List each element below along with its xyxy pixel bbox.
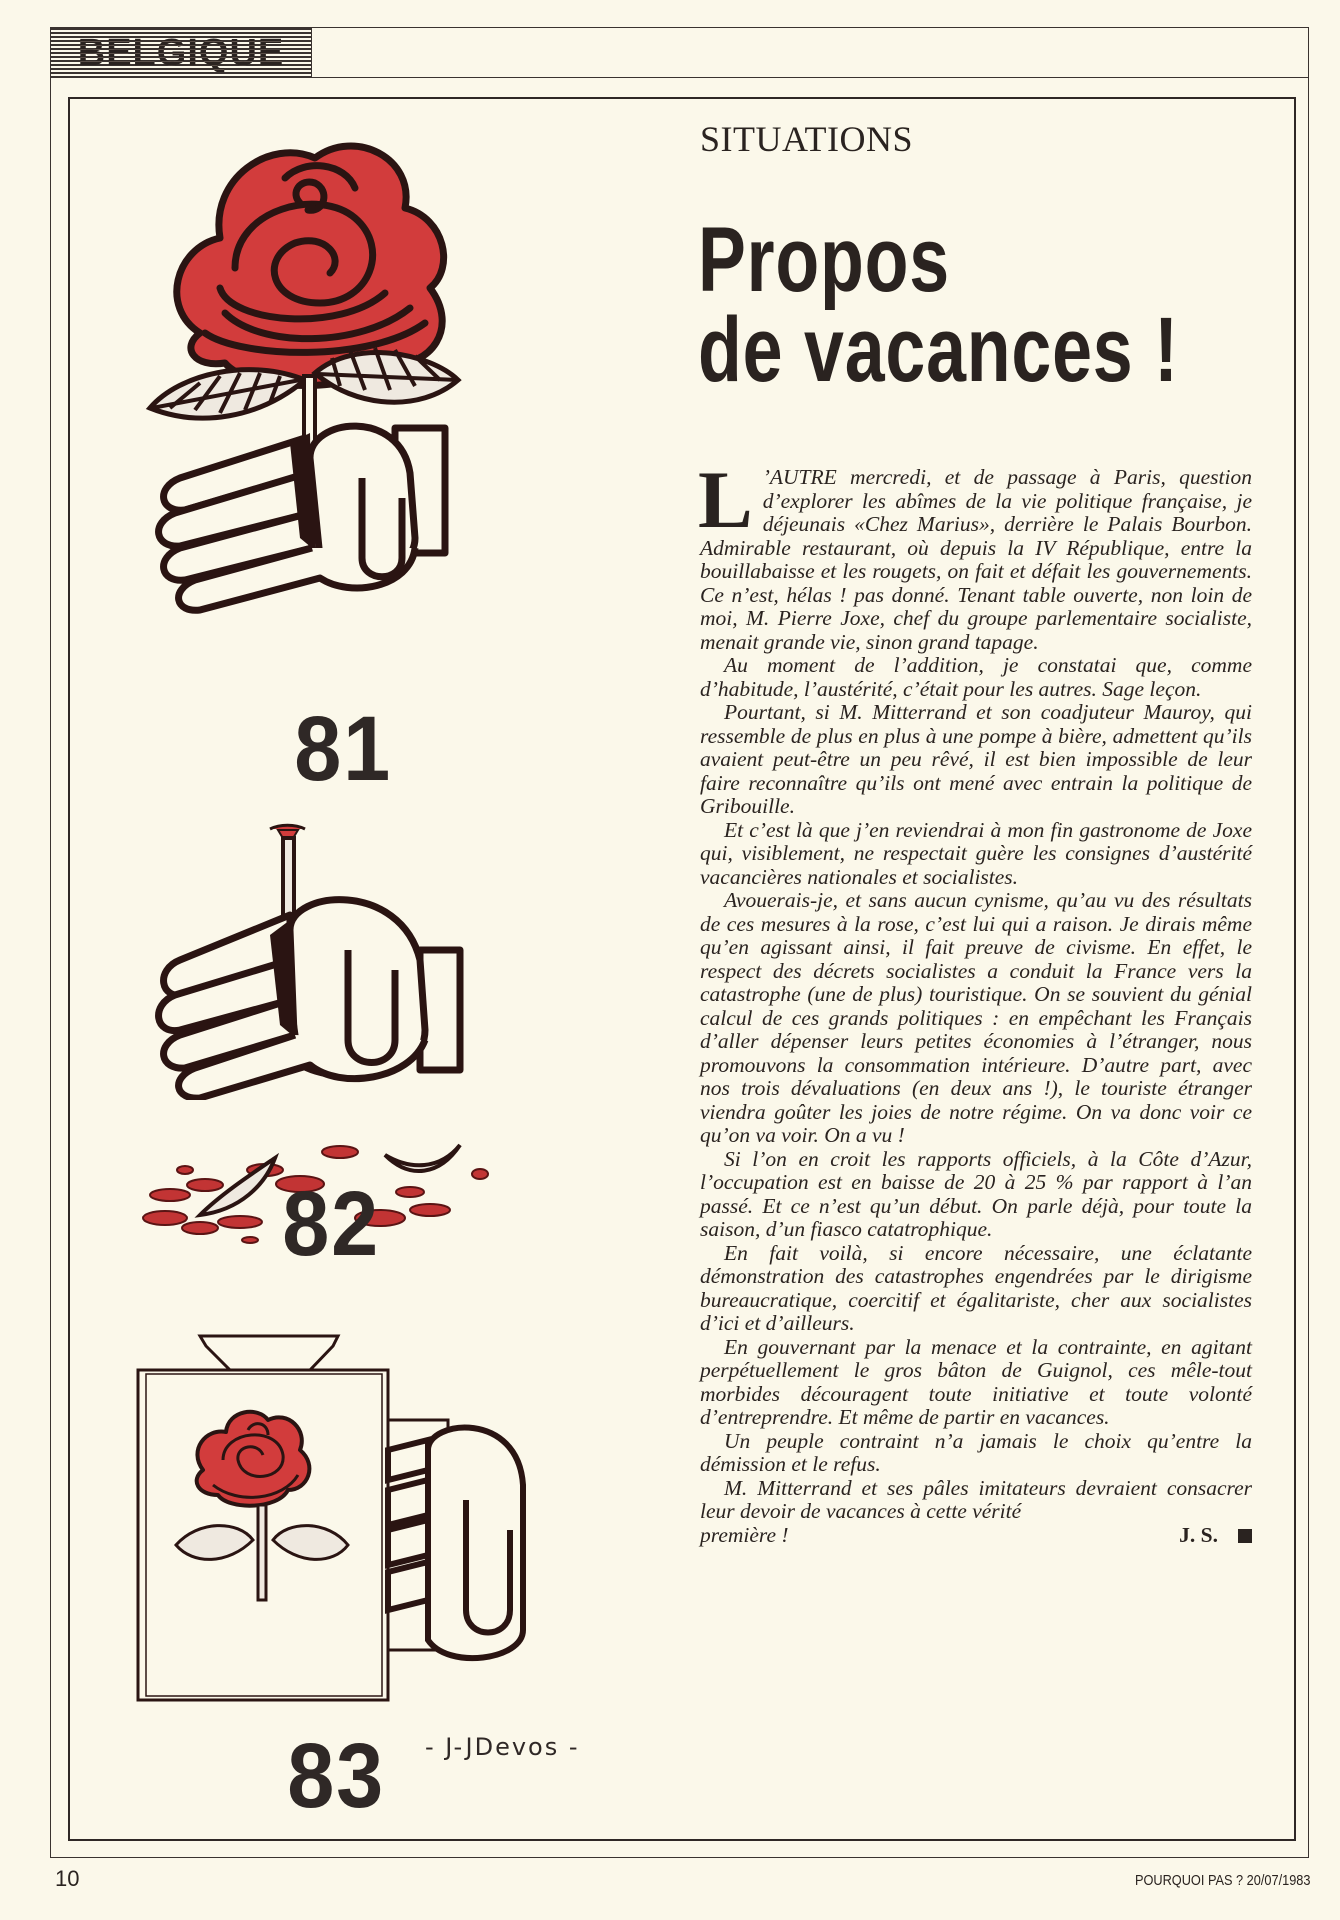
paragraph-4: Et c’est là que j’en reviendrai à mon fin gastronome de Joxe qui, visiblement, ne respectait guère les consignes d’austérité vacancières nationales et socialistes.	[700, 817, 1252, 889]
paragraph-9: Un peuple contraint n’a jamais le choix qu’entre la démission et le refus.	[700, 1428, 1252, 1476]
artist-signature: - J-JDevos -	[425, 1733, 580, 1761]
closing-line	[700, 1524, 1252, 1548]
hand-holding-beer-pump-icon	[128, 1310, 548, 1710]
paragraph-5: Avouerais-je, et sans aucun cynisme, qu’au vu des résultats de ces mesures à la rose, c’est lui qui a raison. Je dirais même qu’en agissant ainsi, il fait preuve de civisme. En effet, le respect des décrets socialistes a conduit la France vers la catastrophe (une de plus) touristique. On se souvient du génial calcul de ces grands politiques : en empêchant les Français d’aller dépenser leurs petites économies à l’étranger, nous promouvons la consommation intérieure. D’autre part, avec nos trois dévaluations (en deux ans !), le touriste étranger viendra goûter les joies de notre régime. On va donc voir ce qu’on va voir. On a vu !	[700, 888, 1252, 1147]
paragraph-text: ’AUTRE mercredi, et de passage à Paris, question d’explorer les abîmes de la vie politique française, je déjeunais «Chez Marius», derrière le Palais Bourbon. Admirable restaurant, où depuis la IV République, entre la bouillabaisse et les rougets, on fait et défait les gouvernements. Ce n’est, hélas ! pas donné. Tenant table ouverte, non loin de moi, M. Pierre Joxe, chef du groupe parlementaire socialiste, menait grande vie, sinon grand tapage.	[700, 465, 1252, 654]
section-banner	[51, 28, 312, 77]
year-label-82: 82	[282, 1173, 381, 1275]
article-title-line-1: Propos	[698, 209, 950, 311]
article-title-line-2: de vacances !	[698, 299, 1179, 401]
article-title	[698, 209, 1179, 401]
paragraph-10: M. Mitterrand et ses pâles imitateurs devraient consacrer leur devoir de vacances à cette vérité	[700, 1475, 1252, 1523]
paragraph-1	[698, 454, 1252, 654]
end-mark-icon	[1238, 1529, 1252, 1543]
year-label-83: 83	[287, 1725, 386, 1827]
article-body	[698, 454, 1252, 1547]
hand-holding-bare-stem-icon	[140, 820, 480, 1100]
paragraph-8: En gouvernant par la menace et la contrainte, en agitant perpétuellement le gros bâton de Guignol, ces mêle-tout morbides découragent toute initiative et toute volonté d’entreprendre. Et même de partir en vacances.	[700, 1334, 1252, 1429]
paragraph-7: En fait voilà, si encore nécessaire, une éclatante démonstration des catastrophes engendrées par le dirigisme bureaucratique, coercitif et égalitariste, cher aux socialistes d’ici et d’ailleurs.	[700, 1240, 1252, 1335]
paragraph-2: Au moment de l’addition, je constatai que, comme d’habitude, l’austérité, c’était pour les autres. Sage leçon.	[700, 653, 1252, 701]
section-label: SITUATIONS	[700, 119, 914, 159]
byline	[1179, 1524, 1252, 1548]
header-rule	[50, 77, 1309, 78]
drop-cap: L	[698, 454, 753, 545]
hand-holding-rose-icon	[140, 118, 480, 648]
page-number: 10	[55, 1866, 80, 1891]
paragraph-3: Pourtant, si M. Mitterrand et son coadjuteur Mauroy, qui ressemble de plus en plus à une pompe à bière, admettent qu’ils avaient peut-être un peu rêvé, il est bien impossible de leur faire reconnaître qu’ils ont mené avec entrain la politique de Gribouille.	[700, 700, 1252, 818]
paragraph-6: Si l’on en croit les rapports officiels, à la Côte d’Azur, l’occupation est en baisse de 20 à 25 % par rapport à l’an passé. Et ce n’est qu’un début. On parle déjà, pour toute la saison, d’un fiasco catatrophique.	[700, 1146, 1252, 1241]
closing-text: première !	[700, 1522, 789, 1547]
author-initials: J. S.	[1179, 1522, 1218, 1547]
section-banner-label: BELGIQUE	[77, 31, 285, 74]
year-label-81: 81	[294, 698, 393, 800]
publication-date: POURQUOI PAS ? 20/07/1983	[1134, 1872, 1310, 1889]
